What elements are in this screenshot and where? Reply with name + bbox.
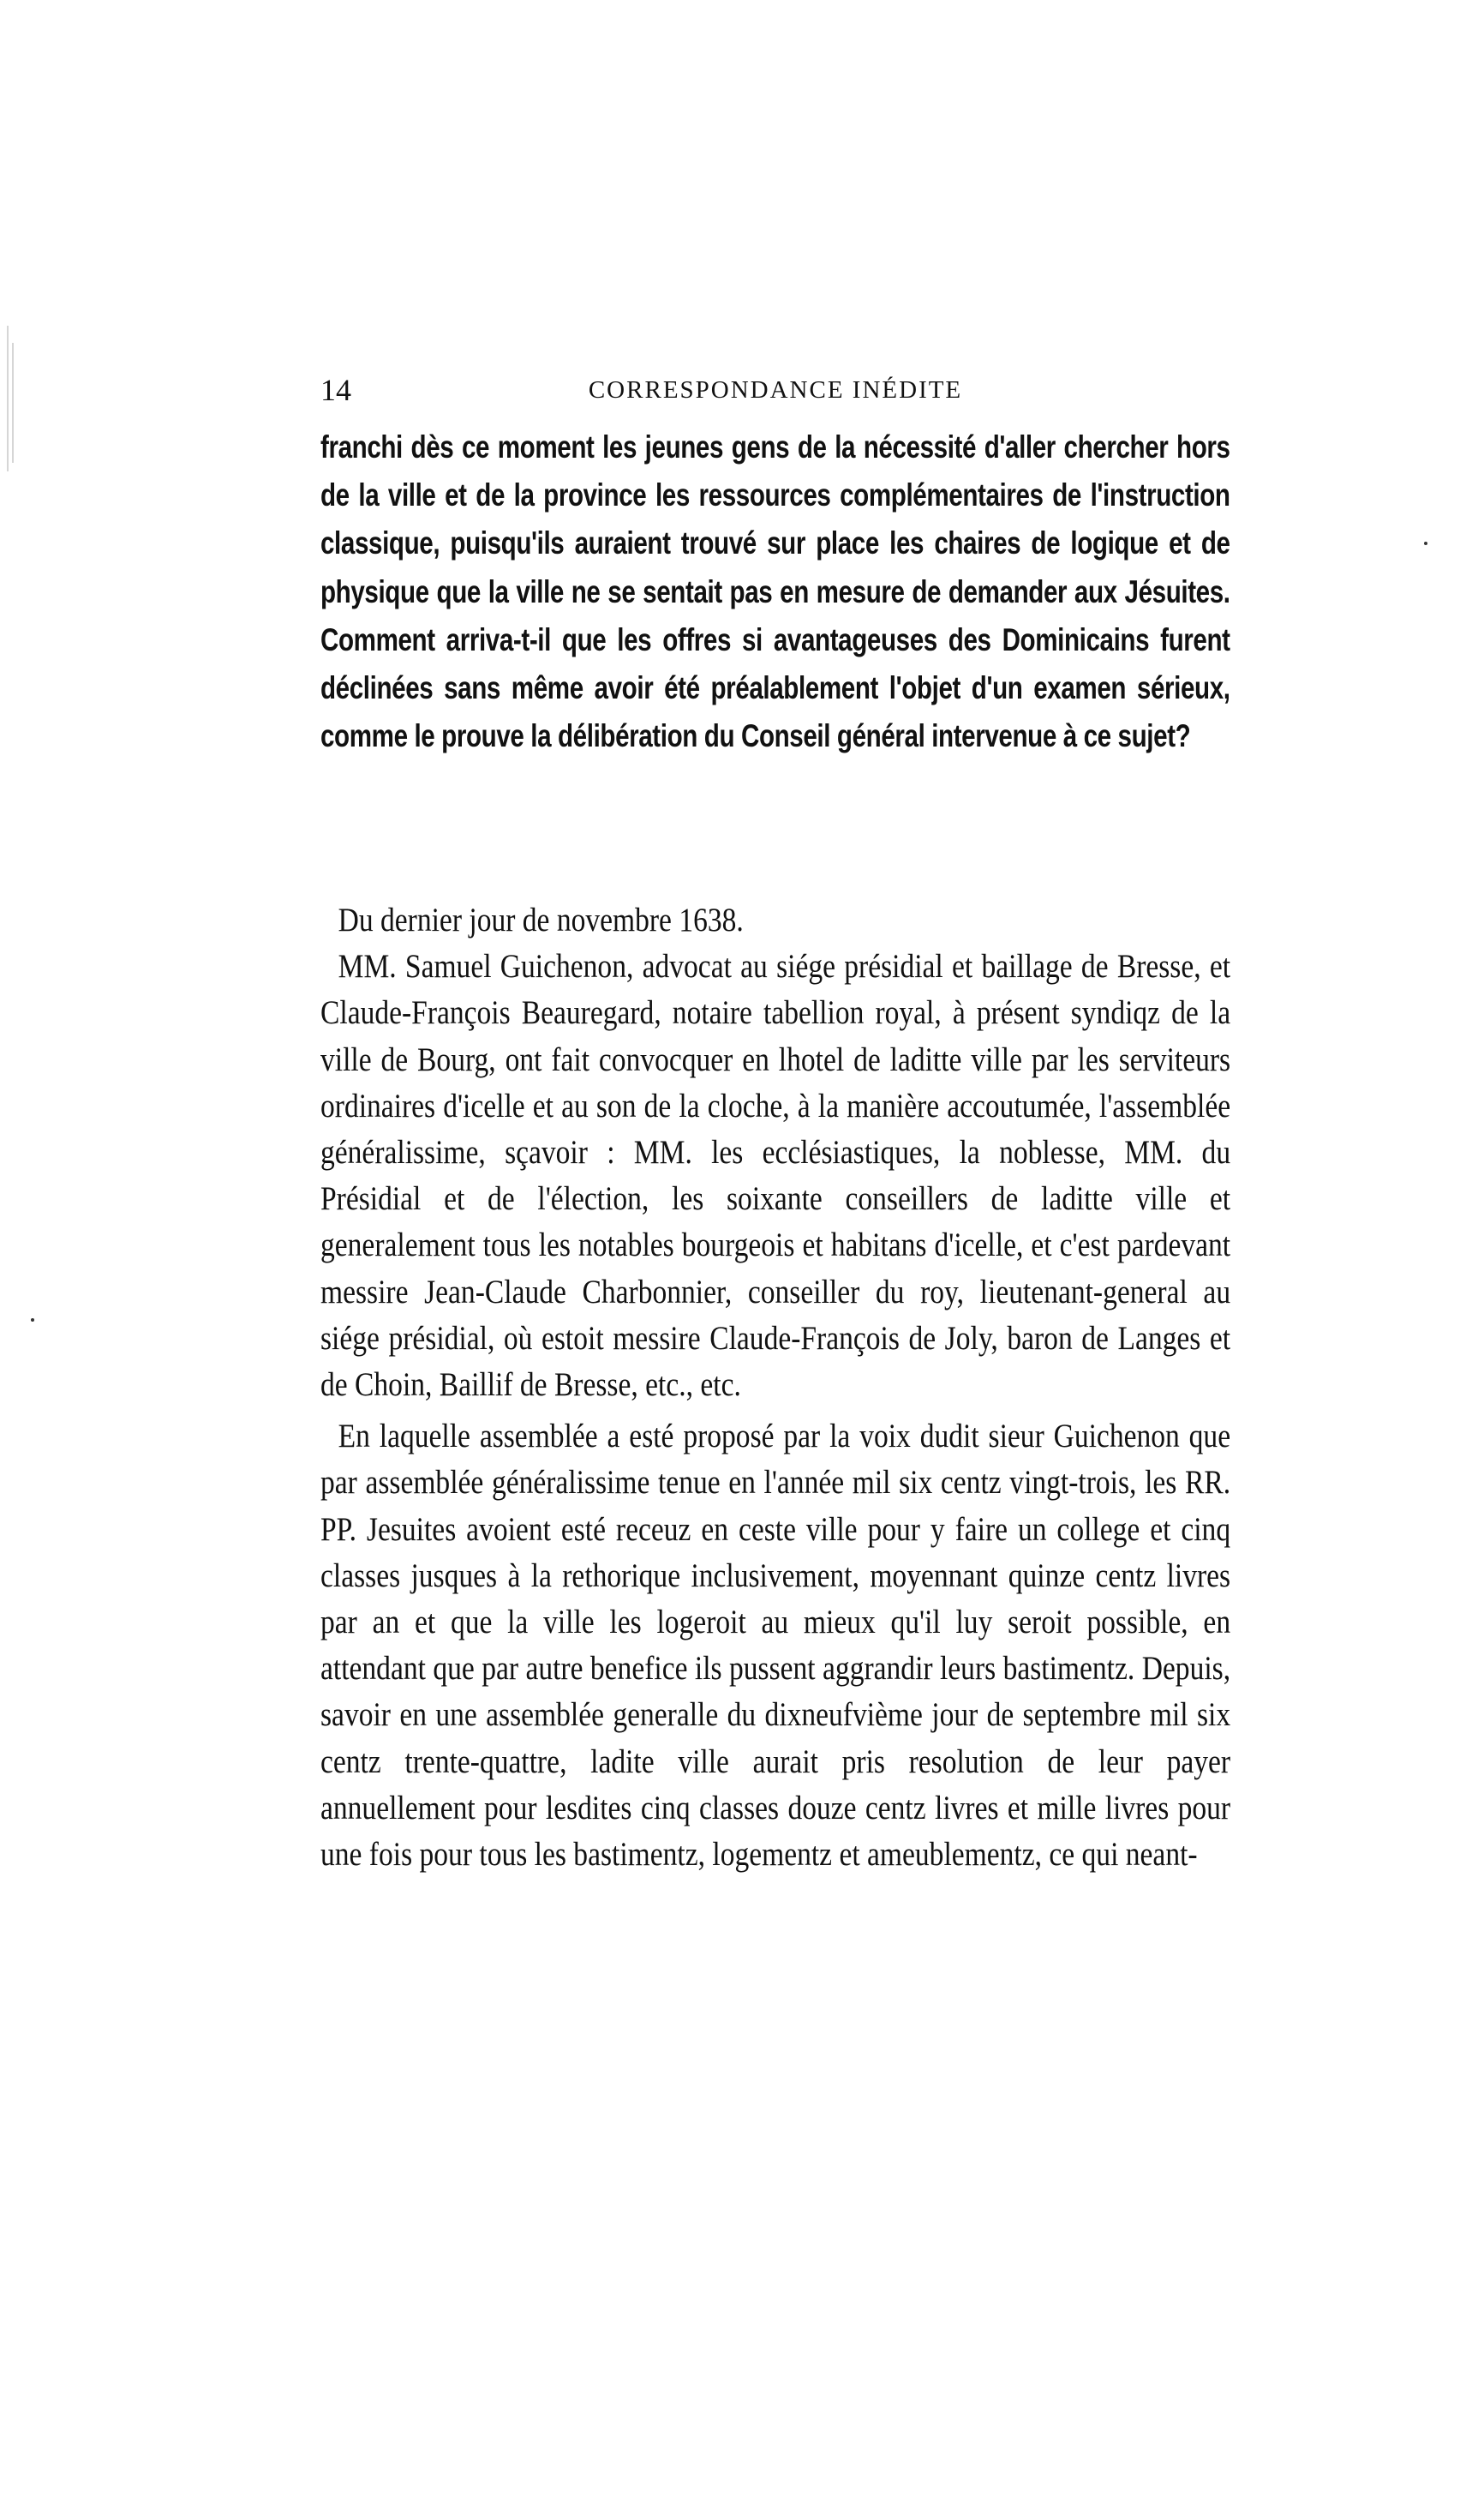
left-gutter-mark [7,326,9,471]
running-title: CORRESPONDANCE INÉDITE [588,376,963,404]
deliberation-paragraph-2: En laquelle assemblée a esté proposé par la voix dudit sieur Guichenon que par assemblée généralissime tenue en l'année mil six centz vingt-trois, les RR. PP. Jesuites avoient esté receuz en ceste ville pour y faire un college et cinq classes jusques à la rethorique inclusivement, moyennant quinze centz livres par an et que la ville les logeroit au mieux qu'il luy seroit possible, en attendant que par autre benefice ils pussent aggrandir leurs bastimentz. Depuis, savoir en une assemblée generalle du dixneufvième jour de septembre mil six centz trente-quattre, ladite ville aurait pris resolution de leur payer annuellement pour lesdites cinq classes douze centz livres et mille livres pour une fois pour tous les bastimentz, logementz et ameublementz, ce qui neant- [320,1418,1231,1874]
deliberation-paragraph-1: MM. Samuel Guichenon, advocat au siége présidial et baillage de Bresse, et Claude-François Beauregard, notaire tabellion royal, à présent syndiqz de la ville de Bourg, ont fait convocquer en lhotel de laditte ville par les serviteurs ordinaires d'icelle et au son de la cloche, à la manière accoutumée, l'assemblée généralissime, sçavoir : MM. les ecclésiastiques, la noblesse, MM. du Présidial et de l'élection, les soixante conseillers de laditte ville et generalement tous les notables bourgeois et habitans d'icelle, et c'est pardevant messire Jean-Claude Charbonnier, conseiller du roy, lieutenant-general au siége présidial, où estoit messire Claude-François de Joly, baron de Langes et de Choin, Baillif de Bresse, etc., etc. [320,948,1231,1404]
quoted-deliberation-block [320,897,1230,1878]
intro-text-block [320,423,1230,760]
running-head [320,369,1230,411]
ink-speck [1424,542,1427,545]
date-line: Du dernier jour de novembre 1638. [338,902,744,939]
left-gutter-mark [12,343,14,463]
ink-speck [31,1318,34,1322]
page-number: 14 [320,373,351,407]
intro-paragraph: franchi dès ce moment les jeunes gens de la nécessité d'aller chercher hors de la ville et de la province les ressources complémentaires de l'instruction classique, puisqu'ils auraient trouvé sur place les chaires de logique et de physique que la ville ne se sentait pas en mesure de demander aux Jésuites. Comment arriva-t-il que les offres si avantageuses des Dominicains furent déclinées sans même avoir été préalablement l'objet d'un examen sérieux, comme le prouve la délibération du Conseil général intervenue à ce sujet? [320,429,1230,754]
